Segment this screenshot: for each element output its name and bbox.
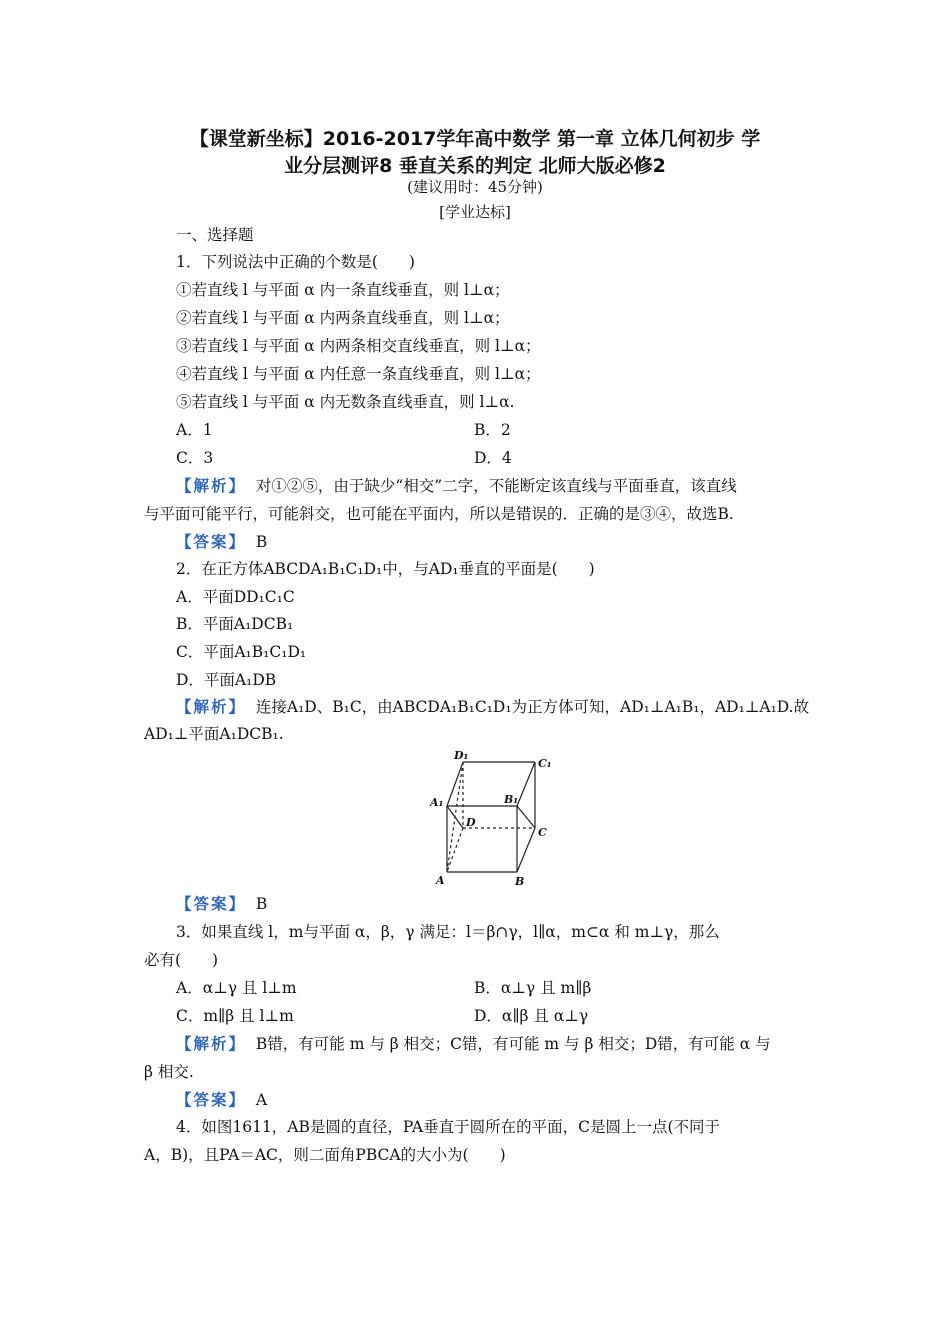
q1-option-b: B．2 (474, 421, 511, 439)
q2-analysis-line2: AD₁⊥平面A₁DCB₁. (144, 725, 284, 743)
q1-option-d: D．4 (474, 449, 512, 467)
q1-analysis-line1 (176, 476, 737, 496)
q3-stem-line1: 3．如果直线 l，m与平面 α，β，γ 满足：l＝β∩γ，l∥α，m⊂α 和 m⊥γ，那么 (176, 923, 720, 941)
answer-tag: 【答案】 (176, 1090, 247, 1109)
section-heading: 一、选择题 (176, 226, 254, 244)
q3-option-c: C．m∥β 且 l⊥m (176, 1007, 294, 1025)
q3-option-d: D．α∥β 且 α⊥γ (474, 1007, 589, 1025)
edge-bc (517, 828, 535, 872)
q2-option-c: C．平面A₁B₁C₁D₁ (176, 643, 307, 661)
q1-stem: 1．下列说法中正确的个数是( ) (176, 253, 415, 271)
edge-da-hidden (447, 828, 463, 872)
q3-analysis-line1 (176, 1034, 771, 1054)
q3-analysis-line2: β 相交. (144, 1063, 194, 1081)
edge-b1c (517, 806, 535, 828)
q1-item-3: ③若直线 l 与平面 α 内两条相交直线垂直，则 l⊥α； (176, 337, 541, 355)
q3-option-b: B．α⊥γ 且 m∥β (474, 979, 592, 997)
q2-answer (176, 894, 267, 914)
label-b: B (515, 875, 525, 888)
section-note: [学业达标] (439, 203, 511, 221)
diagonal-ad1-hidden (447, 762, 463, 872)
q3-analysis-text1: B错，有可能 m 与 β 相交；C错，有可能 m 与 β 相交；D错，有可能 α 与 (255, 1035, 771, 1053)
doc-title-line2: 业分层测评8 垂直关系的判定 北师大版必修2 (284, 155, 666, 177)
label-a1: A₁ (430, 796, 444, 809)
q2-analysis-text1: 连接A₁D、B₁C，由ABCDA₁B₁C₁D₁为正方体可知，AD₁⊥A₁B₁，AD₁⊥A₁D.故 (255, 698, 810, 716)
analysis-tag: 【解析】 (176, 476, 247, 495)
edge-d1a1 (447, 762, 463, 806)
label-b1: B₁ (504, 793, 519, 806)
q2-option-a: A．平面DD₁C₁C (176, 588, 295, 606)
q2-analysis-line1 (176, 697, 809, 717)
q4-stem-line2: A，B)，且PA＝AC，则二面角PBCA的大小为( ) (144, 1146, 506, 1164)
label-a: A (436, 874, 445, 887)
q4-stem-line1: 4．如图1611，AB是圆的直径，PA垂直于圆所在的平面，C是圆上一点(不同于 (176, 1118, 721, 1136)
edge-c1b1 (517, 762, 535, 806)
q3-answer-value: A (255, 1091, 268, 1109)
q1-item-1: ①若直线 l 与平面 α 内一条直线垂直，则 l⊥α； (176, 281, 510, 299)
q1-option-c: C．3 (176, 449, 214, 467)
q3-answer (176, 1090, 267, 1110)
answer-tag: 【答案】 (176, 532, 247, 551)
cube-figure (420, 744, 560, 890)
label-d1: D₁ (454, 749, 469, 762)
q2-option-d: D．平面A₁DB (176, 671, 277, 689)
answer-tag: 【答案】 (176, 894, 247, 913)
q1-item-2: ②若直线 l 与平面 α 内两条直线垂直，则 l⊥α； (176, 309, 510, 327)
q1-answer (176, 532, 267, 552)
q2-answer-value: B (255, 895, 268, 913)
q2-option-b: B．平面A₁DCB₁ (176, 615, 294, 633)
q1-item-5: ⑤若直线 l 与平面 α 内无数条直线垂直，则 l⊥α. (176, 393, 515, 411)
q3-option-a: A．α⊥γ 且 l⊥m (176, 979, 297, 997)
q2-stem: 2．在正方体ABCDA₁B₁C₁D₁中，与AD₁垂直的平面是( ) (176, 560, 595, 578)
time-note: (建议用时：45分钟) (407, 178, 543, 196)
q3-stem-line2: 必有( ) (144, 951, 219, 969)
q1-item-4: ④若直线 l 与平面 α 内任意一条直线垂直，则 l⊥α； (176, 365, 541, 383)
label-c: C (538, 826, 547, 839)
analysis-tag: 【解析】 (176, 697, 247, 716)
q1-answer-value: B (255, 533, 268, 551)
doc-title-line1: 【课堂新坐标】2016-2017学年高中数学 第一章 立体几何初步 学 (189, 128, 761, 150)
q1-option-a: A．1 (176, 421, 213, 439)
label-c1: C₁ (538, 757, 552, 770)
q1-analysis-line2: 与平面可能平行，可能斜交，也可能在平面内，所以是错误的．正确的是③④，故选B. (144, 505, 734, 523)
q1-analysis-text1: 对①②⑤，由于缺少“相交”二字，不能断定该直线与平面垂直，该直线 (255, 477, 737, 495)
label-d: D (466, 816, 476, 829)
analysis-tag: 【解析】 (176, 1034, 247, 1053)
